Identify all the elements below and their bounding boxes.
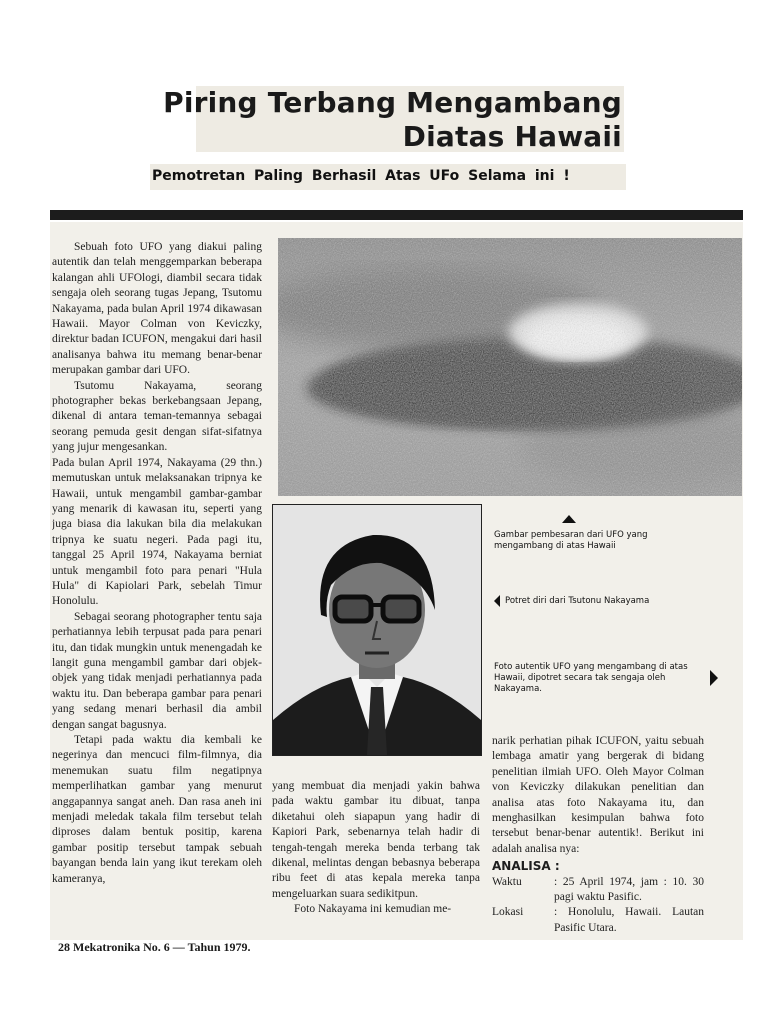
- paragraph: narik perhatian pihak ICUFON, yaitu sebuah lembaga amatir yang bergerak di bidang penelitian ilmiah UFO. Oleh Mayor Colman von Keviczky dilakukan penelitian dan analisa atas foto Nakayama itu, dan menghasilkan kesimpulan bahwa foto tersebut benar-benar autentik!. Berikut ini adalah analisa nya:: [492, 735, 704, 855]
- triangle-up-icon: [562, 515, 576, 523]
- triangle-right-icon: [710, 670, 718, 686]
- analysis-row: [492, 905, 704, 934]
- analysis-label: Lokasi: [492, 906, 524, 919]
- analysis-value: : Honolulu, Hawaii. Lautan Pasific Utara.: [554, 906, 704, 934]
- headline-line2: Diatas Hawaii: [402, 120, 622, 153]
- caption-ufo-enlarged: Gambar pembesaran dari UFO yang mengambang di atas Hawaii: [494, 530, 648, 551]
- page-footer: 28 Mekatronika No. 6 — Tahun 1979.: [58, 940, 251, 954]
- caption-portrait: Potret diri dari Tsutonu Nakayama: [505, 596, 650, 606]
- paragraph: Tetapi pada waktu dia kembali ke negerinya dan mencuci film-filmnya, dia menemukan suatu film negatipnya memperlihatkan gambar yang menurut anggapannya sangat aneh. Dan rasa aneh ini menjadi meledak takala film tersebut telah diproses dalam bentuk positip, karena gambar positip tersebut tampak sebuah bayangan benda lain yang ikut terekam oleh kameranya,: [52, 734, 262, 885]
- analysis-value: : 25 April 1974, jam : 10. 30 pagi waktu Pasific.: [554, 875, 704, 904]
- triangle-left-icon: [494, 595, 500, 607]
- ufo-photo: [278, 238, 742, 496]
- analysis-row: [492, 875, 704, 906]
- analysis-label: Waktu: [492, 875, 522, 888]
- paragraph: Pada bulan April 1974, Nakayama (29 thn.) memutuskan untuk melaksanakan tripnya ke Hawaii, untuk mengambil gambar-gambar yang menarik di kawasan itu, seperti yang juga biasa dia lakukan bila dia melakukan tripnya ke suatu negeri. Pada pagi itu, tanggal 25 April 1974, Nakayama berniat untuk mengambil foto para penari "Hula Hula" di Kapiolari Park, sebelah Timur Honolulu.: [52, 456, 262, 608]
- portrait-photo: [272, 504, 482, 756]
- caption-ufo-authentic: Foto autentik UFO yang mengambang di atas Hawaii, dipotret secara tak sengaja oleh Nakayama.: [494, 662, 688, 694]
- article-column-1: [52, 240, 262, 932]
- paragraph: Sebagai seorang photographer tentu saja perhatiannya lebih terpusat pada para penari itu, dan tidak mungkin untuk menengadah ke langit guna mengambil gambar dari objek-objek yang tidak menjadi perhatiannya pada waktu itu. Dan beberapa gambar para penari yang sedang menari berhasil dia ambil dengan sangat bagusnya.: [52, 610, 262, 731]
- article-column-2: [272, 779, 480, 934]
- paragraph: Sebuah foto UFO yang diakui paling autentik dan telah menggemparkan beberapa kalangan ahli UFOlogi, diambil secara tidak sengaja oleh seorang tugas Jepang, Tsutomu Nakayama, pada bulan April 1974 dikawasan Hawaii. Mayor Colman von Keviczky, direktur badan ICUFON, mengakui dari hasil analisanya bahwa itu memang benar-benar merupakan gambar dari UFO.: [52, 241, 262, 377]
- paragraph: yang membuat dia menjadi yakin bahwa pada waktu gambar itu dibuat, tanpa diketahui oleh siapapun yang hadir di Kapiori Park, sebenarnya telah hadir di tengah-tengah mereka benda terbang tak dikenal, melintas dengan bebasnya beberapa ribu feet di atas kepala mereka tanpa mengeluarkan suara sedikitpun.: [272, 780, 480, 900]
- paragraph: Tsutomu Nakayama, seorang photographer bekas berkebangsaan Jepang, dikenal di antara teman-temannya sebagai seorang pemuda gesit dengan sifat-sifatnya yang jujur mengesankan.: [52, 379, 262, 454]
- analysis-heading: ANALISA :: [492, 859, 560, 874]
- header-rule: [50, 210, 743, 220]
- headline-line1: Piring Terbang Mengambang: [163, 86, 622, 119]
- paragraph: Foto Nakayama ini kemudian me-: [294, 903, 452, 916]
- subheadline: Pemotretan Paling Berhasil Atas UFo Selama ini !: [152, 168, 570, 184]
- article-column-3: [492, 734, 704, 934]
